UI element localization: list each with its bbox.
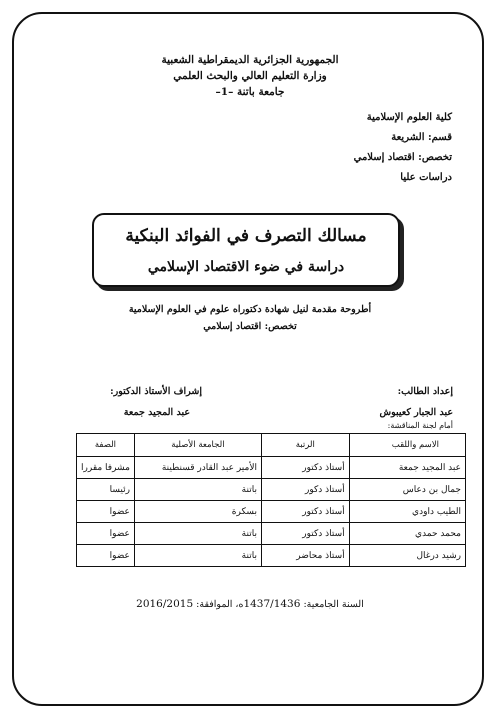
member-role: مشرفا مقررا xyxy=(77,457,135,479)
table-row xyxy=(77,501,466,523)
supervisor-label: إشراف الأستاذ الدكتور: xyxy=(110,386,202,397)
committee-table xyxy=(76,433,466,567)
committee-header-row xyxy=(77,434,466,457)
member-role: عضوا xyxy=(77,501,135,523)
member-role: رئيسا xyxy=(77,479,135,501)
academic-year xyxy=(50,598,450,610)
ministry-line: وزارة التعليم العالي والبحث العلمي xyxy=(173,70,327,82)
member-name: الطيب داودي xyxy=(349,501,465,523)
table-row xyxy=(77,545,466,567)
member-name: جمال بن دعاس xyxy=(349,479,465,501)
member-university: بسكرة xyxy=(134,501,261,523)
title-box xyxy=(92,213,400,287)
table-row xyxy=(77,523,466,545)
member-university: باتنة xyxy=(134,479,261,501)
degree-line: أطروحة مقدمة لنيل شهادة دكتوراه علوم في العلوم الإسلامية xyxy=(128,304,372,315)
member-rank: أستاذ دكتور xyxy=(261,501,349,523)
member-university: الأمير عبد القادر قسنطينة xyxy=(134,457,261,479)
member-name: رشيد درغال xyxy=(349,545,465,567)
header-university: الجامعة الأصلية xyxy=(134,434,261,457)
prepared-by-label: إعداد الطالب: xyxy=(397,386,453,397)
member-role: عضوا xyxy=(77,523,135,545)
supervisor-block xyxy=(62,381,202,423)
thesis-subtitle: دراسة في ضوء الاقتصاد الإسلامي xyxy=(147,259,345,275)
thesis-title: مسالك التصرف في الفوائد البنكية xyxy=(125,226,367,246)
member-name: عبد المجيد جمعة xyxy=(349,457,465,479)
committee-label: أمام لجنة المناقشة: xyxy=(387,421,453,430)
thesis-description xyxy=(60,301,440,335)
faculty-name: كلية العلوم الإسلامية xyxy=(366,112,452,123)
member-role: عضوا xyxy=(77,545,135,567)
hijri-year: 1437/1436 xyxy=(243,598,301,610)
academic-year-prefix: السنة الجامعية: xyxy=(303,599,364,610)
member-rank: أستاذ دكتور xyxy=(261,523,349,545)
republic-line: الجمهورية الجزائرية الديمقراطية الشعبية xyxy=(161,54,339,66)
member-university: باتنة xyxy=(134,545,261,567)
specialty-name: تخصص: اقتصاد إسلامي xyxy=(353,152,452,163)
table-row xyxy=(77,479,466,501)
table-row xyxy=(77,457,466,479)
supervisor-name: عبد المجيد جمعة xyxy=(123,407,190,418)
department-name: قسم: الشريعة xyxy=(391,132,452,143)
faculty-block xyxy=(354,108,452,188)
study-level: دراسات عليا xyxy=(400,172,452,183)
prepared-by-block xyxy=(380,381,454,423)
header-name: الاسم واللقب xyxy=(349,434,465,457)
degree-specialty-line: تخصص: اقتصاد إسلامي xyxy=(203,321,297,332)
academic-year-middle: ه، الموافقة: xyxy=(196,599,244,610)
university-line: جامعة باتنة –1– xyxy=(215,86,285,98)
member-name: محمد حمدي xyxy=(349,523,465,545)
header-rank: الرتبة xyxy=(261,434,349,457)
student-name: عبد الجبار كعيبوش xyxy=(379,407,453,418)
member-rank: أستاذ محاضر xyxy=(261,545,349,567)
member-university: باتنة xyxy=(134,523,261,545)
institution-header xyxy=(60,52,440,100)
header-role: الصفة xyxy=(77,434,135,457)
member-rank: أستاذ دكور xyxy=(261,479,349,501)
member-rank: أستاذ دكتور xyxy=(261,457,349,479)
gregorian-year: 2016/2015 xyxy=(136,598,194,610)
